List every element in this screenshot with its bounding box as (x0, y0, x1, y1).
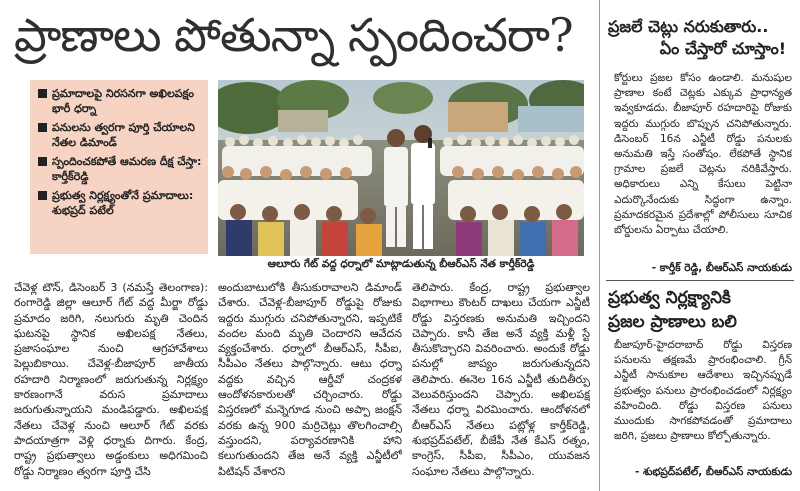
side-story-1-byline: - కార్తీక్ రెడ్డి, బీఆర్ఎస్ నాయకుడు (651, 262, 792, 274)
highlight-item (38, 120, 202, 150)
article-column-2: అందుబాటులోకి తీసుకురావాలని డిమాండ్ చేశారు. చేవెళ్ల-బీజాపూర్ రోడ్డుపై రోజుకు ఇద్దరు ముగ్గురు చనిపోతున్నారని, ఇప్పటికే వందల మంది మృతి చెందారని ఆవేదన వ్యక్తంచేశారు. ధర్నాలో బీఆర్ఎస్, సీపీఐ, సీపీఎం నేతలు పాల్గొన్నారు. ఆటు ధర్నా వద్దకు వచ్చిన ఆర్డీవో చంద్రకళ ఆందోళనకారులతో చర్చించారు. రోడ్డు విస్తరణలో మన్నెగూడ నుంచి అప్పా జంక్షన్ వరకు ఉన్న 900 మర్రిచెట్లు తొలగించాల్సి వస్తుందని, పర్యావరణానికి హాని కలుగుతుందని తేజ అనే వ్యక్తి ఎన్జీటీలో పిటిషన్ వేశారని (218, 281, 402, 478)
side-story-2-title-line-1: ప్రభుత్వ నిర్లక్ష్యానికి (608, 288, 731, 308)
side-story-1-title-line-2: ఏం చేస్తారో చూస్తాం! (659, 39, 786, 58)
side-story-1-title-line-1: ప్రజలే చెట్లు నరుకుతారు.. (608, 17, 769, 36)
main-headline: ప్రాణాలు పోతున్నా స్పందించరా? (14, 8, 573, 62)
side-story-2-title (608, 286, 798, 334)
highlights-box (30, 80, 208, 254)
side-story-1-title (608, 16, 798, 60)
side-story-1-body: కోర్టులు ప్రజల కోసం ఉండాలి. మనుషుల ప్రాణాల కంటే చెట్లకు ఎక్కువ ప్రాధాన్యత ఇవ్వకూడదు. బీజాపూర్ రహదారిపై రోజుకు ఇద్దరు ముగ్గురు బొప్పున చనిపోతున్నారు. డిసెంబర్ 16న ఎన్జీటీ రోడ్డు పనులకు అనుమతి ఇస్తే సంతోషం. లేకపోతే స్థానిక గ్రామాల ప్రజలే చెట్లను నరికివేస్తారు. అధికారులు ఎన్ని కేసులు పెట్టినా ఎదుర్కొనేందుకు సిద్ధంగా ఉన్నాం. ప్రమాదకరమైన ప్రదేశాల్లో పోలీసులు సూచిక బోర్డులను ఏర్పాటు చేయాలి. (614, 72, 792, 237)
highlight-item (38, 188, 202, 218)
protest-photo (218, 80, 584, 256)
highlight-item (38, 154, 202, 184)
side-story-2-title-line-2: ప్రజల ప్రాణాలు బలి (608, 312, 737, 332)
highlight-text: పనులను త్వరగా పూర్తి చేయాలని నేతల డిమాండ్ (52, 121, 195, 149)
highlight-text: ప్రభుత్వ నిర్లక్ష్యంతోనే ప్రమాదాలు: శుభప్రద్ పటేల్ (52, 189, 194, 217)
section-divider (606, 280, 794, 281)
article-column-1: చేవెళ్ల టౌన్, డిసెంబర్ 3 (నమస్తే తెలంగాణ): రంగారెడ్డి జిల్లా ఆలూర్ గేట్ వద్ద మీర్జా రోడ్డు ప్రమాదం జరిగి, నలుగురు మృతి చెందిన ఘటనపై స్థానిక అఖిలపక్ష నేతలు, ప్రజాసంఘాల నుంచి ఆగ్రహావేశాలు పెల్లుబికాయి. చేవెళ్ల-బీజాపూర్ జాతీయ రహదారి నిర్మాణంలో జరుగుతున్న నిర్లక్ష్యం కారణంగానే వరుస ప్రమాదాలు జరుగుతున్నాయని మండిపడ్డారు. అఖిలపక్ష నేతలు చేవెళ్ల నుంచి ఆలూర్ గేట్ వరకు పాదయాత్రగా వెళ్లి ధర్నాకు దిగారు. కేంద్ర, రాష్ట్ర ప్రభుత్వాలు అడ్డంకులు అధిగమించి రోడ్డు నిర్మాణం త్వరగా పూర్తి చేసి (14, 281, 208, 478)
side-story-2-body: బీజాపూర్-హైదరాబాద్ రోడ్డు విస్తరణ పనులను తక్షణమే ప్రారంభించాలి. గ్రీన్ ఎన్జీటీ సానుకూల ఆదేశాలు ఇచ్చినప్పుడే ప్రభుత్వం పనులు ప్రారంభించడంలో నిర్లక్ష్యం వహించింది. రోడ్డు విస్తరణ పనులు ముందుకు సాగకపోవడంతో ప్రమాదాలు జరిగి, ప్రజలు ప్రాణాలు కోల్పోతున్నారు. (614, 339, 792, 443)
bullet-square-icon (38, 89, 47, 98)
side-story-2-byline: - శుభప్రద్‌పటేల్, బీఆర్ఎస్ నాయకుడు (635, 466, 792, 478)
column-divider (599, 0, 600, 491)
bullet-square-icon (38, 157, 47, 166)
highlight-item (38, 86, 202, 116)
bullet-square-icon (38, 191, 47, 200)
highlight-text: స్పందించకపోతే ఆమరణ దీక్ష చేస్తా: కార్తీక్‌రెడ్డి (52, 155, 202, 183)
highlight-text: ప్రమాదాలపై నిరసనగా అఖిలపక్షం భారీ ధర్నా (52, 87, 194, 115)
photo-caption: ఆలూరు గేట్ వద్ద ధర్నాలో మాట్లాడుతున్న బీఆర్ఎస్ నేత కార్తీక్‌రెడ్డి (267, 258, 535, 270)
bullet-square-icon (38, 123, 47, 132)
article-column-3: తెలిపారు. కేంద్ర, రాష్ట్ర ప్రభుత్వాల విభాగాలు కౌంటర్ దాఖలు చేయగా ఎన్జీటీ రోడ్డు విస్తరణకు అనుమతి ఇచ్చిందని చెప్పారు. కానీ తేజ అనే వ్యక్తి మళ్లీ స్టే తీసుకొచ్చారని వివరించారు. అందుకే రోడ్డు పనుల్లో జాప్యం జరుగుతున్నదని తెలిపారు. ఈనెల 16న ఎన్జీటీ తుదితీర్పు వెలువరిస్తుందని చెప్పారు. అఖిలపక్ష నేతలు ధర్నా విరమించారు. ఆందోళనలో బీఆర్ఎస్ నేతలు పట్లోళ్ల కార్తీక్‌రెడ్డి, శుభప్రద్‌పటేల్, బీజేపీ నేత కేఎస్ రత్నం, కాంగ్రెస్, సీపీఐ, సీపీఎం, యువజన సంఘాల నేతలు పాల్గొన్నారు. (412, 281, 590, 478)
